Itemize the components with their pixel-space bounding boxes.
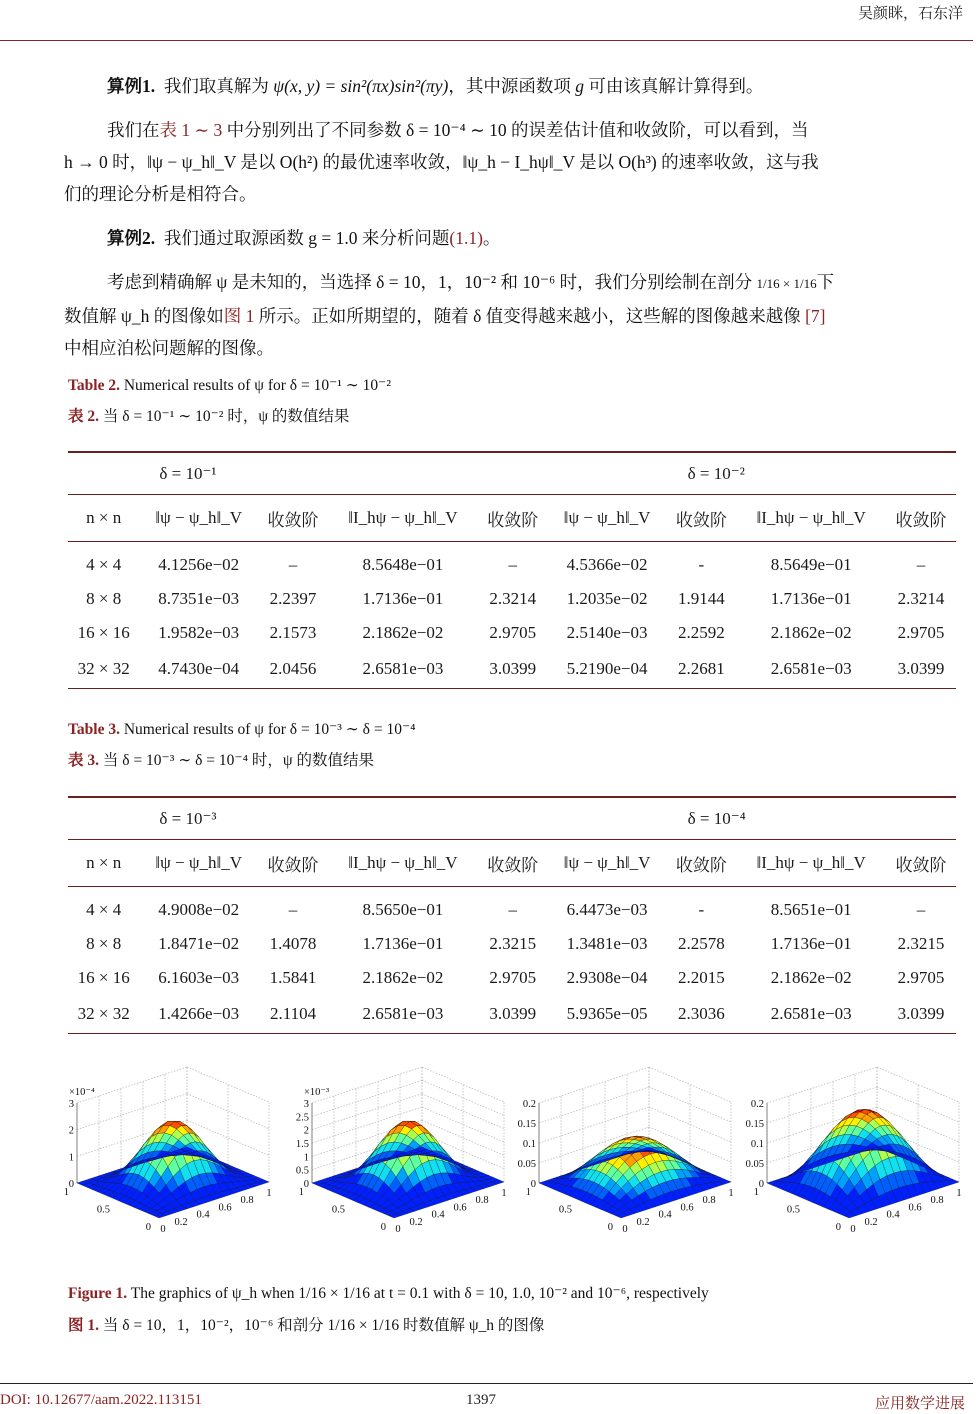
y-tick-label: 0.5 [558,1204,572,1216]
column-header: 收敛阶 [886,495,956,542]
z-axis-multiplier: ×10⁻³ [304,1087,330,1098]
column-header-row [68,495,956,542]
column-header: 收敛阶 [258,840,328,887]
value-cell: – [288,555,298,574]
mesh-size-cell: 4 × 4 [86,555,122,574]
empty-cell [68,797,139,840]
column-header: ‖ψ − ψ_h‖_V [139,495,258,542]
value-cell: 5.2190e−04 [548,650,667,689]
caption-text: 当 δ = 10⁻¹ ∼ 10⁻² 时，ψ 的数值结果 [102,408,350,425]
text: 所示。正如所期望的，随着 δ 值变得越来越小，这些解的图像越来越像 [258,306,801,326]
example1-paragraph [64,70,964,102]
gridline [312,1080,422,1116]
footer-page-number: 1397 [466,1392,496,1408]
column-header: 收敛阶 [478,495,548,542]
x-tick-label: 0.4 [196,1209,210,1221]
caption-text: 当 δ = 10⁻³ ∼ δ = 10⁻⁴ 时，ψ 的数值结果 [102,752,374,769]
value-cell: 1.8471e−02 [158,934,240,953]
delta-group-header: δ = 10⁻⁴ [548,797,956,840]
column-header: n × n [68,840,139,887]
table-row [68,650,956,689]
text: 考虑到精确解 ψ 是未知的，当选择 δ = 10，1，10⁻² 和 10⁻⁶ 时，我们分别绘制在剖分 [107,272,753,292]
table-row [68,887,956,928]
table3-caption-zh [68,751,374,771]
y-tick-label: 0 [145,1222,151,1233]
x-tick-label: 0.6 [680,1202,694,1214]
table-ref-link[interactable]: 表 1 ∼ 3 [159,120,223,140]
surface-plot [64,1078,289,1243]
z-tick-label: 2 [68,1125,74,1137]
text: 可由该真解计算得到。 [588,76,764,96]
value-cell: 4.1256e−02 [158,555,240,574]
y-tick-label: 0 [380,1222,386,1233]
text: 。 [482,228,501,248]
z-tick-label: 3 [68,1099,74,1110]
running-header-authors: 吴颜眯，石东洋 [857,6,963,22]
x-tick-label: 0.2 [174,1216,188,1228]
x-tick-label: 1 [266,1188,272,1199]
y-tick-label: 0.5 [786,1204,800,1216]
text: 下 [816,272,835,292]
z-tick-label: 0.1 [522,1139,536,1150]
x-tick-label: 0.2 [409,1216,423,1228]
surface-plot [745,1078,979,1243]
table3-caption-en [68,720,416,740]
z-tick-label: 1 [303,1152,309,1164]
value-cell: 2.1862e−02 [362,623,444,642]
gridline [539,1087,649,1123]
value-cell: 2.3215 [489,934,537,953]
z-tick-label: 1.5 [295,1139,309,1150]
z-tick-label: 3 [303,1099,309,1110]
x-tick-label: 0.4 [431,1209,445,1221]
z-tick-label: 1 [68,1152,74,1164]
z-tick-label: 2.5 [295,1112,309,1124]
column-header: 收敛阶 [478,840,548,887]
caption-text: Numerical results of ψ for δ = 10⁻¹ ∼ 10⁻² [123,377,391,394]
x-tick-label: 0 [622,1224,628,1235]
figure-description-paragraph [64,266,964,364]
surface-plot [295,1078,524,1243]
mesh-size-cell: 16 × 16 [77,968,130,987]
value-cell: 4.7430e−04 [139,650,258,689]
equation-ref-link[interactable]: (1.1) [449,228,483,248]
value-cell: - [698,555,705,574]
z-tick-label: 0.5 [295,1165,309,1177]
text: h → 0 时，‖ψ − ψ_h‖_V 是以 O(h²) 的最优速率收敛，‖ψ_h − I_hψ‖_V 是以 O(h³) 的速率收敛，这与我 [64,152,819,172]
value-cell: 3.0399 [886,650,956,689]
value-cell: 2.6581e−03 [328,650,478,689]
value-cell: 2.9308e−04 [566,968,648,987]
z-axis-multiplier: ×10⁻⁴ [69,1087,95,1098]
caption-text: 当 δ = 10，1，10⁻²，10⁻⁶ 和剖分 1/16 × 1/16 时数值解 ψ_h 的图像 [102,1317,545,1334]
text: ，其中源函数项 [448,76,571,96]
table-row [68,616,956,650]
value-cell: 2.9705 [897,968,945,987]
value-cell: 8.5649e−01 [770,555,852,574]
x-tick-label: 0.4 [658,1209,672,1221]
figure1-caption-zh [68,1316,544,1336]
value-cell: – [508,900,517,919]
formula: ψ(x, y) = sin²(πx)sin²(πy) [273,76,449,96]
value-cell: – [916,555,926,574]
y-tick-label: 1 [63,1187,69,1198]
column-header: n × n [68,495,139,542]
z-tick-label: 0 [758,1179,764,1190]
value-cell: 2.6581e−03 [736,650,886,689]
value-cell: 1.3481e−03 [566,934,648,953]
value-cell: 1.4266e−03 [139,995,258,1034]
column-header-row [68,840,956,887]
z-tick-label: 0.15 [745,1119,764,1130]
y-tick-label: 1 [298,1187,304,1198]
z-tick-label: 0 [303,1179,309,1190]
y-tick-label: 0 [835,1222,841,1233]
surface-plot-svg [295,1078,524,1243]
group-header-row [68,452,956,495]
value-cell: 2.1104 [258,995,328,1034]
z-tick-label: 0.05 [745,1159,764,1170]
column-header: 收敛阶 [666,840,736,887]
x-tick-label: 0.2 [864,1216,878,1228]
figure-ref-link[interactable]: 图 1 [223,306,255,326]
caption-label: Table 2. [68,377,120,394]
y-tick-label: 0.5 [331,1204,345,1216]
value-cell: 2.9705 [489,968,537,987]
surface-plot-svg [517,1078,751,1243]
delta-group-header: δ = 10⁻¹ [139,452,547,495]
caption-label: Table 3. [68,721,120,738]
table2 [68,451,956,689]
value-cell: 8.7351e−03 [158,589,240,608]
mesh-size-cell: 32 × 32 [68,650,139,689]
z-tick-label: 0.15 [517,1119,536,1130]
table-row [68,995,956,1034]
x-tick-label: 1 [956,1188,962,1199]
value-cell: 1.7136e−01 [770,589,852,608]
caption-text: Numerical results of ψ for δ = 10⁻³ ∼ δ = 10⁻⁴ [123,721,416,738]
value-cell: 8.5648e−01 [362,555,444,574]
text: 我们通过取源函数 g = 1.0 来分析问题 [163,228,450,248]
column-header: 收敛阶 [258,495,328,542]
caption-label: 图 1. [68,1317,100,1334]
x-tick-label: 0 [395,1224,401,1235]
gridline [187,1094,269,1129]
table2-caption-zh [68,407,349,427]
delta-group-header: δ = 10⁻³ [139,797,547,840]
value-cell: 6.1603e−03 [158,968,240,987]
value-cell: 2.6581e−03 [736,995,886,1034]
table-row [68,542,956,583]
value-cell: 2.3214 [489,589,537,608]
surface-plot-svg [745,1078,979,1243]
footer-doi[interactable]: DOI: 10.12677/aam.2022.113151 [0,1392,202,1408]
table-row [68,927,956,961]
caption-text: The graphics of ψ_h when 1/16 × 1/16 at t = 0.1 with δ = 10, 1.0, 10⁻² and 10⁻⁶, respectively [130,1285,709,1302]
value-cell: – [916,900,926,919]
z-tick-label: 2 [303,1125,309,1137]
value-cell: 3.0399 [886,995,956,1034]
x-tick-label: 0 [160,1224,166,1235]
value-cell: 2.2397 [269,589,317,608]
value-cell: 2.1862e−02 [770,968,852,987]
z-tick-label: 0 [530,1179,536,1190]
caption-label: 表 3. [68,752,100,769]
value-cell: 2.2592 [677,623,725,642]
column-header: 收敛阶 [886,840,956,887]
z-tick-label: 0.05 [517,1159,536,1170]
z-tick-label: 0.1 [750,1139,764,1150]
value-cell: – [508,555,517,574]
value-cell: 2.1862e−02 [362,968,444,987]
column-header: ‖I_hψ − ψ_h‖_V [328,840,478,887]
gridline [767,1067,877,1103]
value-cell: 6.4473e−03 [566,900,648,919]
delta-group-header: δ = 10⁻² [548,452,956,495]
x-tick-label: 0.6 [453,1202,467,1214]
value-cell: 2.1573 [269,623,317,642]
column-header: ‖ψ − ψ_h‖_V [139,840,258,887]
table3 [68,796,956,1034]
z-tick-label: 0.2 [750,1099,764,1110]
example2-label: 算例2. [107,228,156,248]
value-cell: 1.7136e−01 [362,589,444,608]
footer-rule [0,1383,973,1384]
y-tick-label: 0.5 [96,1204,110,1216]
x-tick-label: 0.2 [636,1216,650,1228]
surface-plot [517,1078,751,1243]
example1-label: 算例1. [107,76,156,96]
mesh-size-cell: 32 × 32 [68,995,139,1034]
z-tick-label: 0.2 [522,1099,536,1110]
x-tick-label: 0.8 [240,1195,254,1207]
x-tick-label: 0.4 [886,1209,900,1221]
value-cell: – [288,900,298,919]
value-cell: 1.9144 [677,589,725,608]
x-tick-label: 0 [850,1224,856,1235]
column-header: ‖I_hψ − ψ_h‖_V [736,840,886,887]
citation-link[interactable]: [7] [805,306,826,326]
text: 我们取真解为 [163,76,269,96]
figure1-panels [64,1078,969,1248]
value-cell: 1.4078 [269,934,317,953]
x-tick-label: 1 [501,1188,507,1199]
gridline [539,1067,649,1103]
header-rule [0,40,973,41]
column-header: 收敛阶 [666,495,736,542]
value-cell: 2.3036 [666,995,736,1034]
mesh-size-cell: 8 × 8 [86,589,122,608]
text: 中相应泊松问题解的图像。 [64,338,274,358]
group-header-row [68,797,956,840]
x-tick-label: 0.8 [475,1195,489,1207]
x-tick-label: 0.8 [702,1195,716,1207]
mesh-size-cell: 16 × 16 [77,623,130,642]
column-header: ‖ψ − ψ_h‖_V [548,495,667,542]
value-cell: 3.0399 [478,650,548,689]
figure1-caption-en [68,1284,709,1304]
value-cell: 1.5841 [269,968,317,987]
x-tick-label: 1 [728,1188,734,1199]
x-tick-label: 0.8 [930,1195,944,1207]
mesh-fraction: 1/16 × 1/16 [756,276,817,291]
mesh-size-cell: 4 × 4 [86,900,122,919]
value-cell: 1.7136e−01 [770,934,852,953]
surface-plot-svg [64,1078,289,1243]
value-cell: 4.5366e−02 [566,555,648,574]
column-header: ‖ψ − ψ_h‖_V [548,840,667,887]
text: 我们在 [107,120,160,140]
example2-paragraph [64,222,964,254]
value-cell: - [698,900,705,919]
value-cell: 2.2578 [677,934,725,953]
value-cell: 3.0399 [478,995,548,1034]
value-cell: 2.3214 [897,589,945,608]
value-cell: 4.9008e−02 [158,900,240,919]
symbol: g [575,76,584,96]
value-cell: 2.2681 [666,650,736,689]
value-cell: 2.9705 [489,623,537,642]
y-tick-label: 0 [607,1222,613,1233]
caption-label: 表 2. [68,408,100,425]
table2-caption-en [68,376,391,396]
value-cell: 1.9582e−03 [158,623,240,642]
table-row [68,961,956,995]
table-row [68,582,956,616]
value-cell: 2.3215 [897,934,945,953]
value-cell: 1.2035e−02 [566,589,648,608]
value-cell: 1.7136e−01 [362,934,444,953]
x-tick-label: 0.6 [218,1202,232,1214]
x-tick-label: 0.6 [908,1202,922,1214]
value-cell: 2.2015 [677,968,725,987]
value-cell: 2.9705 [897,623,945,642]
column-header: ‖I_hψ − ψ_h‖_V [736,495,886,542]
text: 中分别列出了不同参数 δ = 10⁻⁴ ∼ 10 的误差估计值和收敛阶，可以看到，当 [226,120,809,140]
text: 们的理论分析是相符合。 [64,184,257,204]
footer-journal-name: 应用数学进展 [874,1396,965,1412]
z-tick-label: 0 [68,1179,74,1190]
results-paragraph [64,114,964,210]
value-cell: 8.5651e−01 [770,900,852,919]
value-cell: 2.6581e−03 [328,995,478,1034]
value-cell: 5.9365e−05 [548,995,667,1034]
text: 数值解 ψ_h 的图像如 [64,306,224,326]
empty-cell [68,452,139,495]
column-header: ‖I_hψ − ψ_h‖_V [328,495,478,542]
value-cell: 8.5650e−01 [362,900,444,919]
value-cell: 2.5140e−03 [566,623,648,642]
caption-label: Figure 1. [68,1285,128,1302]
mesh-size-cell: 8 × 8 [86,934,122,953]
value-cell: 2.1862e−02 [770,623,852,642]
value-cell: 2.0456 [258,650,328,689]
y-tick-label: 1 [753,1187,759,1198]
y-tick-label: 1 [525,1187,531,1198]
gridline [422,1094,504,1129]
